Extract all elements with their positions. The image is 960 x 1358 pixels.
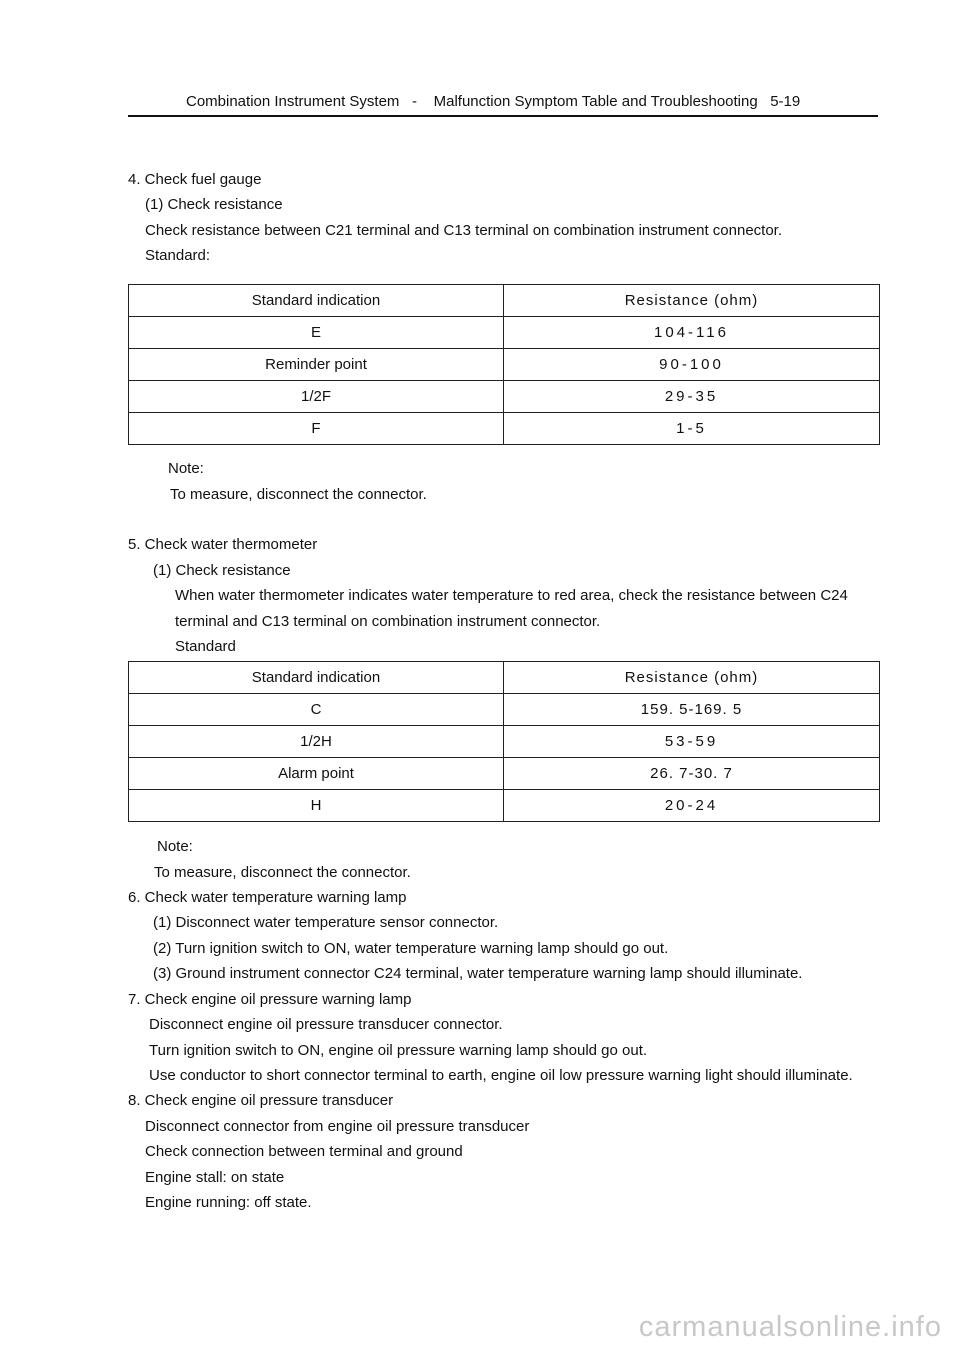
section-5-subtitle: (1) Check resistance bbox=[153, 562, 291, 579]
section-7-line-2: Turn ignition switch to ON, engine oil pressure warning lamp should go out. bbox=[149, 1042, 648, 1059]
table-cell: F bbox=[129, 413, 504, 445]
table-row bbox=[129, 317, 880, 349]
table-cell: 1-5 bbox=[504, 413, 880, 445]
table-header-cell: Resistance (ohm) bbox=[504, 662, 880, 694]
section-6-step-1: (1) Disconnect water temperature sensor connector. bbox=[153, 914, 499, 931]
watermark: carmanualsonline.info bbox=[638, 1311, 942, 1343]
table-header-cell: Standard indication bbox=[129, 662, 504, 694]
section-7-title: 7. Check engine oil pressure warning lamp bbox=[128, 991, 412, 1008]
section-4-note-label: Note: bbox=[168, 460, 204, 477]
table-cell: Alarm point bbox=[129, 758, 504, 790]
table-header-row bbox=[129, 662, 880, 694]
water-thermometer-table bbox=[128, 661, 880, 822]
table-cell: 26. 7-30. 7 bbox=[504, 758, 880, 790]
table-cell: E bbox=[129, 317, 504, 349]
section-7-line-3: Use conductor to short connector terminal to earth, engine oil low pressure warning light should illuminate. bbox=[149, 1067, 853, 1084]
section-4-body: Check resistance between C21 terminal and C13 terminal on combination instrument connector. bbox=[145, 222, 783, 239]
section-5-title: 5. Check water thermometer bbox=[128, 536, 318, 553]
section-8-line-2: Check connection between terminal and ground bbox=[145, 1143, 463, 1160]
section-6-step-2: (2) Turn ignition switch to ON, water temperature warning lamp should go out. bbox=[153, 940, 669, 957]
page-number: 5-19 bbox=[770, 93, 801, 110]
section-8-line-3: Engine stall: on state bbox=[145, 1169, 285, 1186]
table-cell: 1/2F bbox=[129, 381, 504, 413]
section-4-title: 4. Check fuel gauge bbox=[128, 171, 262, 188]
table-row bbox=[129, 413, 880, 445]
table-cell: C bbox=[129, 694, 504, 726]
table-header-row bbox=[129, 285, 880, 317]
table-cell: 90-100 bbox=[504, 349, 880, 381]
section-6-step-3: (3) Ground instrument connector C24 terminal, water temperature warning lamp should illuminate. bbox=[153, 965, 803, 982]
section-8-line-4: Engine running: off state. bbox=[145, 1194, 312, 1211]
section-6-title: 6. Check water temperature warning lamp bbox=[128, 889, 407, 906]
section-5-body-line-1: When water thermometer indicates water temperature to red area, check the resistance between C24 bbox=[175, 587, 848, 604]
table-row bbox=[129, 349, 880, 381]
table-cell: 53-59 bbox=[504, 726, 880, 758]
table-cell: Reminder point bbox=[129, 349, 504, 381]
table-cell: 159. 5-169. 5 bbox=[504, 694, 880, 726]
section-5-standard-label: Standard bbox=[175, 638, 236, 655]
table-cell: 20-24 bbox=[504, 790, 880, 822]
table-row bbox=[129, 758, 880, 790]
table-cell: 1/2H bbox=[129, 726, 504, 758]
running-header bbox=[186, 93, 800, 110]
section-4-subtitle: (1) Check resistance bbox=[145, 196, 283, 213]
header-chapter: Combination Instrument System bbox=[186, 93, 400, 110]
table-row bbox=[129, 694, 880, 726]
header-separator: - bbox=[411, 93, 417, 110]
fuel-gauge-table bbox=[128, 284, 880, 445]
table-cell: H bbox=[129, 790, 504, 822]
table-cell: 104-116 bbox=[504, 317, 880, 349]
section-5-body-line-2: terminal and C13 terminal on combination instrument connector. bbox=[175, 613, 601, 630]
table-header-cell: Resistance (ohm) bbox=[504, 285, 880, 317]
table-row bbox=[129, 381, 880, 413]
table-header-cell: Standard indication bbox=[129, 285, 504, 317]
section-4-note-text: To measure, disconnect the connector. bbox=[170, 486, 427, 503]
header-section: Malfunction Symptom Table and Troubleshooting bbox=[433, 93, 758, 110]
header-rule bbox=[128, 115, 878, 117]
section-5-note-text: To measure, disconnect the connector. bbox=[154, 864, 411, 881]
section-8-line-1: Disconnect connector from engine oil pressure transducer bbox=[145, 1118, 530, 1135]
section-7-line-1: Disconnect engine oil pressure transducer connector. bbox=[149, 1016, 503, 1033]
section-8-title: 8. Check engine oil pressure transducer bbox=[128, 1092, 394, 1109]
section-5-note-label: Note: bbox=[157, 838, 193, 855]
section-4-standard-label: Standard: bbox=[145, 247, 211, 264]
table-row bbox=[129, 790, 880, 822]
table-cell: 29-35 bbox=[504, 381, 880, 413]
table-row bbox=[129, 726, 880, 758]
